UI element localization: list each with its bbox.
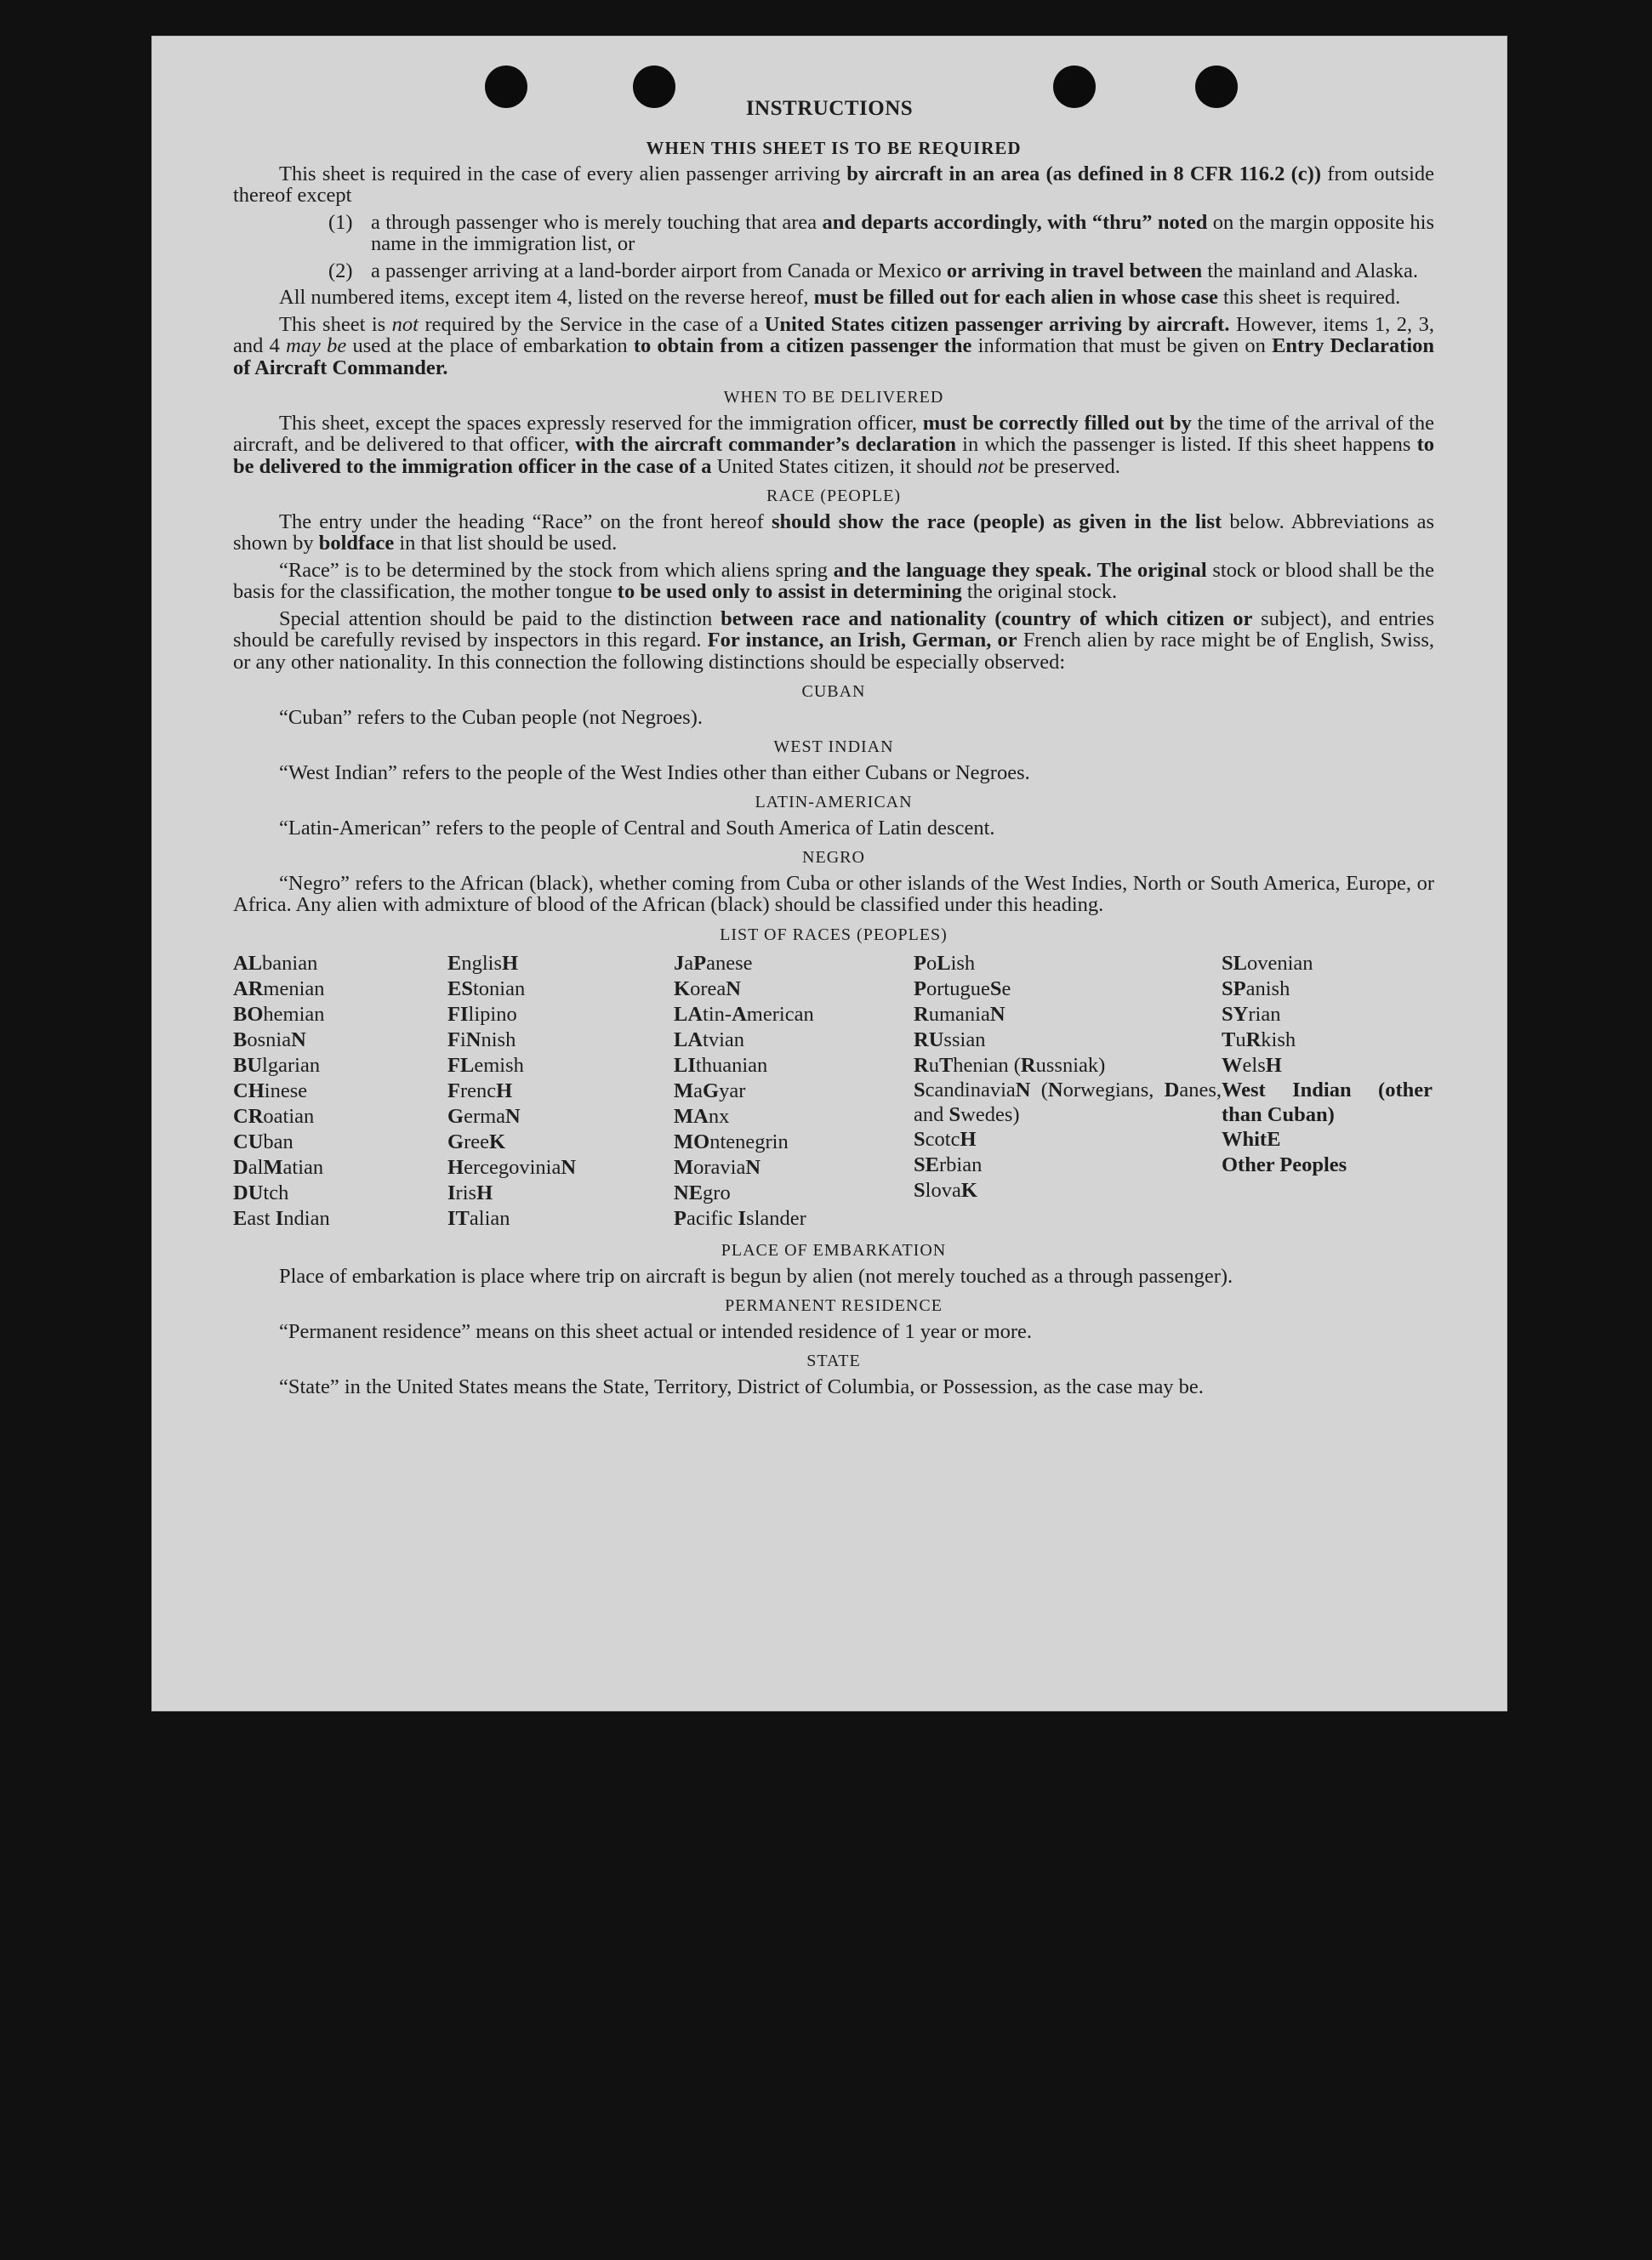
paragraph: All numbered items, except item 4, listed on the reverse hereof, must be filled out for each alien in whose case this sheet is required. xyxy=(279,286,1401,309)
race-entry: BUlgarian xyxy=(233,1054,321,1077)
race-entry: RumaniaN xyxy=(914,1003,1005,1026)
paragraph: “Race” is to be determined by the stock from which aliens spring and the language they speak. The original stock or blood shall be the basis for the classification, the mother tongue to be used only to assist in determining the original stock. xyxy=(233,558,1435,603)
race-entry: WhitE xyxy=(1222,1128,1281,1151)
race-column xyxy=(447,951,674,1232)
section-heading: LIST OF RACES (PEOPLES) xyxy=(720,925,948,944)
race-entry: SPanish xyxy=(1222,977,1290,1000)
section-heading: NEGRO xyxy=(802,848,865,867)
race-entry: FrencH xyxy=(447,1079,513,1102)
definition: “West Indian” refers to the people of the West Indies other than either Cubans or Negroes. xyxy=(279,760,1030,784)
race-entry: Pacific Islander xyxy=(674,1207,806,1230)
race-entry: GreeK xyxy=(447,1130,506,1153)
race-entry: EStonian xyxy=(447,977,526,1000)
race-entry: LAtin-American xyxy=(674,1003,814,1026)
definition: “Negro” refers to the African (black), whether coming from Cuba or other islands of the West Indies, North or South America, Europe, or Africa. Any alien with admixture of blood of the African (black) should be classified under this heading. xyxy=(233,871,1434,916)
section-heading: STATE xyxy=(806,1352,861,1370)
race-column xyxy=(914,951,1222,1232)
race-entry: LIthuanian xyxy=(674,1054,768,1077)
definition: “Latin-American” refers to the people of Central and South America of Latin descent. xyxy=(279,816,995,840)
race-entry: SlovaK xyxy=(914,1179,977,1202)
race-entry: RuThenian (Russniak) xyxy=(914,1054,1106,1077)
race-entry: MOntenegrin xyxy=(674,1130,789,1153)
race-entry: BOhemian xyxy=(233,1003,325,1026)
race-entry: RUssian xyxy=(914,1028,986,1051)
paragraph: This sheet is not required by the Service in the case of a United States citizen passenger arriving by aircraft. However, items 1, 2, 3, and 4 may be used at the place of embarkation to obtain from a citizen passenger the information that must be given on Entry Declaration of Aircraft Commander. xyxy=(233,312,1435,379)
race-list xyxy=(233,951,1434,1232)
section-heading: WHEN TO BE DELIVERED xyxy=(723,388,944,407)
race-column xyxy=(1222,951,1433,1232)
race-entry: TuRkish xyxy=(1222,1028,1296,1051)
race-entry: ALbanian xyxy=(233,952,318,975)
race-entry: FIlipino xyxy=(447,1003,517,1026)
race-entry: FiNnish xyxy=(447,1028,516,1051)
race-entry: East Indian xyxy=(233,1207,330,1230)
race-entry: PoLish xyxy=(914,952,976,975)
race-entry: SErbian xyxy=(914,1153,983,1176)
race-entry: SYrian xyxy=(1222,1003,1281,1026)
race-entry: JaPanese xyxy=(674,952,753,975)
paragraph: Special attention should be paid to the distinction between race and nationality (country of which citizen or subject), and entries should be carefully revised by inspectors in this regard. For instance, an Irish, German, or French alien by race might be of English, Swiss, or any other nationality. In this connection the following distinctions should be especially observed: xyxy=(233,606,1434,674)
section-heading: WHEN THIS SHEET IS TO BE REQUIRED xyxy=(646,138,1022,158)
race-entry: SLovenian xyxy=(1222,952,1313,975)
race-entry: CHinese xyxy=(233,1079,308,1102)
race-entry: FLemish xyxy=(447,1054,524,1077)
page-title: INSTRUCTIONS xyxy=(745,97,914,120)
race-entry: WelsH xyxy=(1222,1054,1282,1077)
race-entry: HercegoviniaN xyxy=(447,1156,577,1179)
definition: “Permanent residence” means on this sheet actual or intended residence of 1 year or more. xyxy=(279,1319,1033,1343)
race-column xyxy=(233,951,447,1232)
race-entry: MAnx xyxy=(674,1105,730,1128)
race-entry: KoreaN xyxy=(674,977,741,1000)
race-entry: West Indian (other than Cuban) xyxy=(1222,1079,1433,1126)
race-entry: LAtvian xyxy=(674,1028,745,1051)
race-entry: Other Peoples xyxy=(1222,1153,1347,1176)
race-entry: MoraviaN xyxy=(674,1156,761,1179)
instructions-body xyxy=(233,129,1434,1399)
race-entry: ScotcH xyxy=(914,1128,977,1151)
race-entry: ARmenian xyxy=(233,977,325,1000)
definition: “Cuban” refers to the Cuban people (not Negroes). xyxy=(279,705,703,729)
paragraph: This sheet is required in the case of every alien passenger arriving by aircraft in an area (as defined in 8 CFR 116.2 (c)) from outside thereof except xyxy=(233,162,1434,207)
definition: “State” in the United States means the State, Territory, District of Columbia, or Possession, as the case may be. xyxy=(279,1375,1204,1398)
race-entry: GermaN xyxy=(447,1105,521,1128)
list-item: (2) a passenger arriving at a land-border airport from Canada or Mexico or arriving in travel between the mainland and Alaska. xyxy=(328,259,1418,282)
race-entry: CRoatian xyxy=(233,1105,315,1128)
race-entry: MaGyar xyxy=(674,1079,746,1102)
section-heading: LATIN-AMERICAN xyxy=(755,793,913,811)
race-entry: PortugueSe xyxy=(914,977,1011,1000)
document-page xyxy=(151,36,1507,1711)
paragraph: The entry under the heading “Race” on the front hereof should show the race (people) as given in the list below. Abbreviations as shown by boldface in that list should be used. xyxy=(233,509,1434,555)
race-entry: NEgro xyxy=(674,1181,731,1204)
race-entry: EnglisH xyxy=(447,952,519,975)
section-heading: CUBAN xyxy=(801,682,866,701)
race-entry: DalMatian xyxy=(233,1156,324,1179)
section-heading: WEST INDIAN xyxy=(773,737,894,756)
section-heading: RACE (PEOPLE) xyxy=(766,487,901,505)
race-entry: BosniaN xyxy=(233,1028,306,1051)
race-entry: ScandinaviaN (Norwegians, Danes, and Swedes) xyxy=(914,1079,1222,1126)
definition: Place of embarkation is place where trip on aircraft is begun by alien (not merely touched as a through passenger). xyxy=(279,1264,1233,1288)
race-entry: ITalian xyxy=(447,1207,510,1230)
section-heading: PLACE OF EMBARKATION xyxy=(721,1241,947,1260)
list-item: (1) a through passenger who is merely touching that area and departs accordingly, with “thru” noted on the margin opposite his name in the immigration list, or xyxy=(328,210,1434,255)
section-heading: PERMANENT RESIDENCE xyxy=(725,1296,943,1315)
race-entry: DUtch xyxy=(233,1181,289,1204)
race-column xyxy=(674,951,914,1232)
race-entry: CUban xyxy=(233,1130,293,1153)
race-entry: IrisH xyxy=(447,1181,493,1204)
paragraph: This sheet, except the spaces expressly reserved for the immigration officer, must be correctly filled out by the time of the arrival of the aircraft, and be delivered to that officer, with the aircraft commander’s declaration in which the passenger is listed. If this sheet happens to be delivered to the immigration officer in the case of a United States citizen, it should not be preserved. xyxy=(233,411,1434,478)
